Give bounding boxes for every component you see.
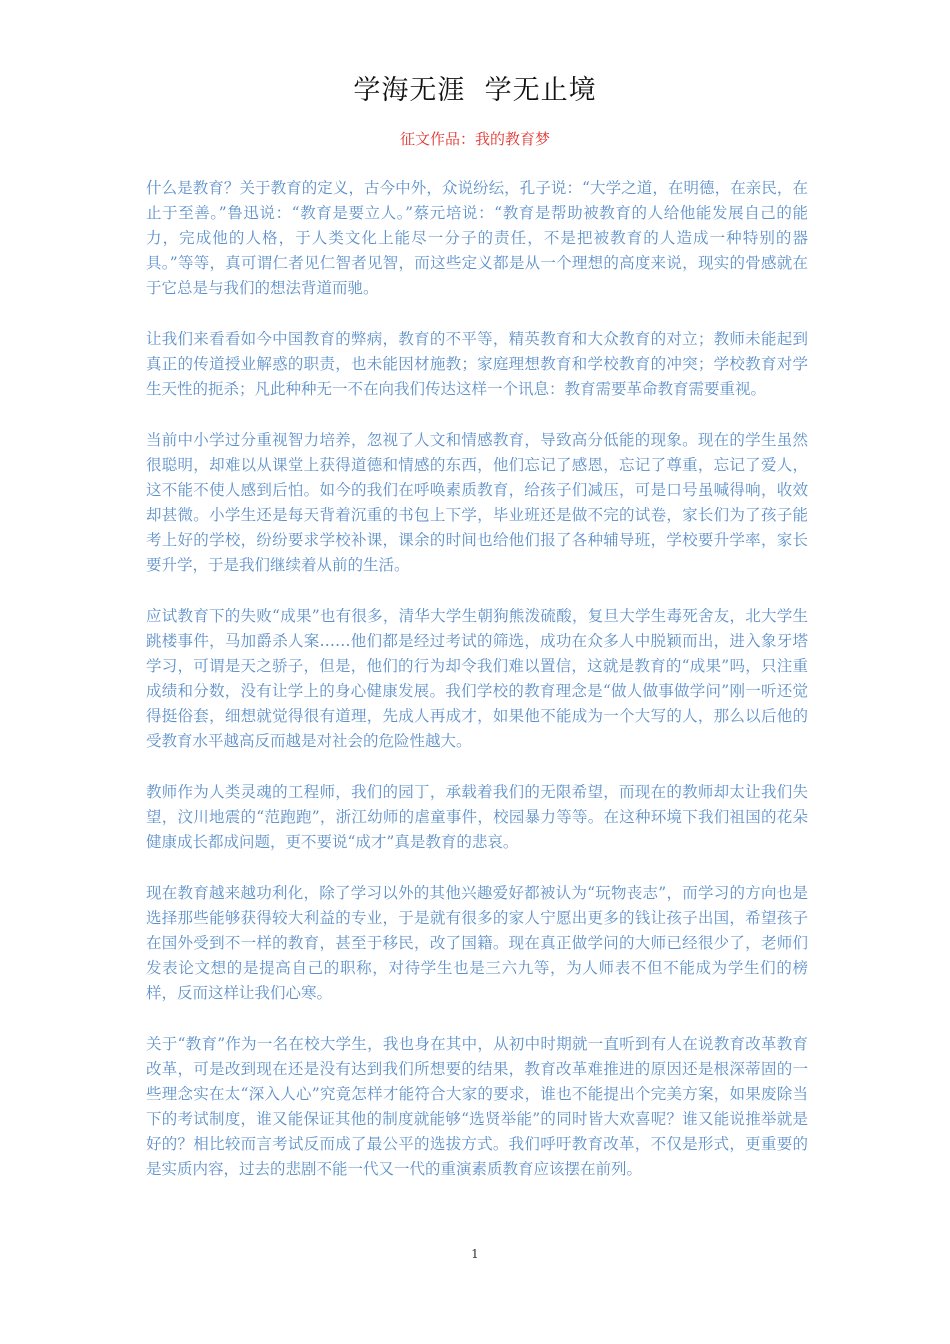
paragraph-2: 让我们来看看如今中国教育的弊病，教育的不平等，精英教育和大众教育的对立；教师未能起到真正的传道授业解惑的职责，也未能因材施教；家庭理想教育和学校教育的冲突；学校教育对学生天性的扼杀；凡此种种无一不在向我们传达这样一个讯息：教育需要革命教育需要重视。: [146, 330, 808, 398]
paragraph-1: 什么是教育？关于教育的定义，古今中外，众说纷纭，孔子说：“大学之道，在明德，在亲民，在止于至善。”鲁迅说：“教育是要立人。”蔡元培说：“教育是帮助被教育的人给他能发展自己的能力，完成他的人格，于人类文化上能尽一分子的责任，不是把被教育的人造成一种特别的器具。”等等，真可谓仁者见仁智者见智，而这些定义都是从一个理想的高度来说，现实的骨感就在于它总是与我们的想法背道而驰。: [146, 179, 808, 297]
body-text: [146, 176, 808, 1208]
page-subtitle: 征文作品：我的教育梦: [399, 130, 550, 148]
page-number: 1: [471, 1247, 479, 1261]
page-title: 学海无涯 学无止境: [353, 75, 597, 106]
paragraph-5: 教师作为人类灵魂的工程师，我们的园丁，承载着我们的无限希望，而现在的教师却太让我们失望，汶川地震的“范跑跑”，浙江幼师的虐童事件，校园暴力等等。在这种环境下我们祖国的花朵健康成长都成问题，更不要说“成才”真是教育的悲哀。: [146, 783, 808, 851]
paragraph-6: 现在教育越来越功利化，除了学习以外的其他兴趣爱好都被认为“玩物丧志”，而学习的方向也是选择那些能够获得较大利益的专业，于是就有很多的家人宁愿出更多的钱让孩子出国，希望孩子在国外受到不一样的教育，甚至于移民，改了国籍。现在真正做学问的大师已经很少了，老师们发表论文想的是提高自己的职称，对待学生也是三六九等，为人师表不但不能成为学生们的榜样，反而这样让我们心寒。: [146, 884, 808, 1002]
paragraph-4: 应试教育下的失败“成果”也有很多，清华大学生朝狗熊泼硫酸，复旦大学生毒死舍友，北大学生跳楼事件，马加爵杀人案……他们都是经过考试的筛选，成功在众多人中脱颖而出，进入象牙塔学习，可谓是天之骄子，但是，他们的行为却令我们难以置信，这就是教育的“成果”吗，只注重成绩和分数，没有让学上的身心健康发展。我们学校的教育理念是“做人做事做学问”刚一听还觉得挺俗套，细想就觉得很有道理，先成人再成才，如果他不能成为一个大写的人，那么以后他的受教育水平越高反而越是对社会的危险性越大。: [146, 607, 808, 750]
paragraph-3: 当前中小学过分重视智力培养，忽视了人文和情感教育，导致高分低能的现象。现在的学生虽然很聪明，却难以从课堂上获得道德和情感的东西，他们忘记了感恩，忘记了尊重，忘记了爱人，这不能不使人感到后怕。如今的我们在呼唤素质教育，给孩子们减压，可是口号虽喊得响，收效却甚微。小学生还是每天背着沉重的书包上下学，毕业班还是做不完的试卷，家长们为了孩子能考上好的学校，纷纷要求学校补课，课余的时间也给他们报了各种辅导班，学校要升学率，家长要升学，于是我们继续着从前的生活。: [146, 431, 808, 574]
paragraph-7: 关于“教育”作为一名在校大学生，我也身在其中，从初中时期就一直听到有人在说教育改革教育改革，可是改到现在还是没有达到我们所想要的结果，教育改革难推进的原因还是根深蒂固的一些理念实在太“深入人心”究竟怎样才能符合大家的要求，谁也不能提出个完美方案，如果废除当下的考试制度，谁又能保证其他的制度就能够“选贤举能”的同时皆大欢喜呢？谁又能说推举就是好的？相比较而言考试反而成了最公平的选拔方式。我们呼吁教育改革，不仅是形式，更重要的是实质内容，过去的悲剧不能一代又一代的重演素质教育应该摆在前列。: [146, 1035, 808, 1178]
